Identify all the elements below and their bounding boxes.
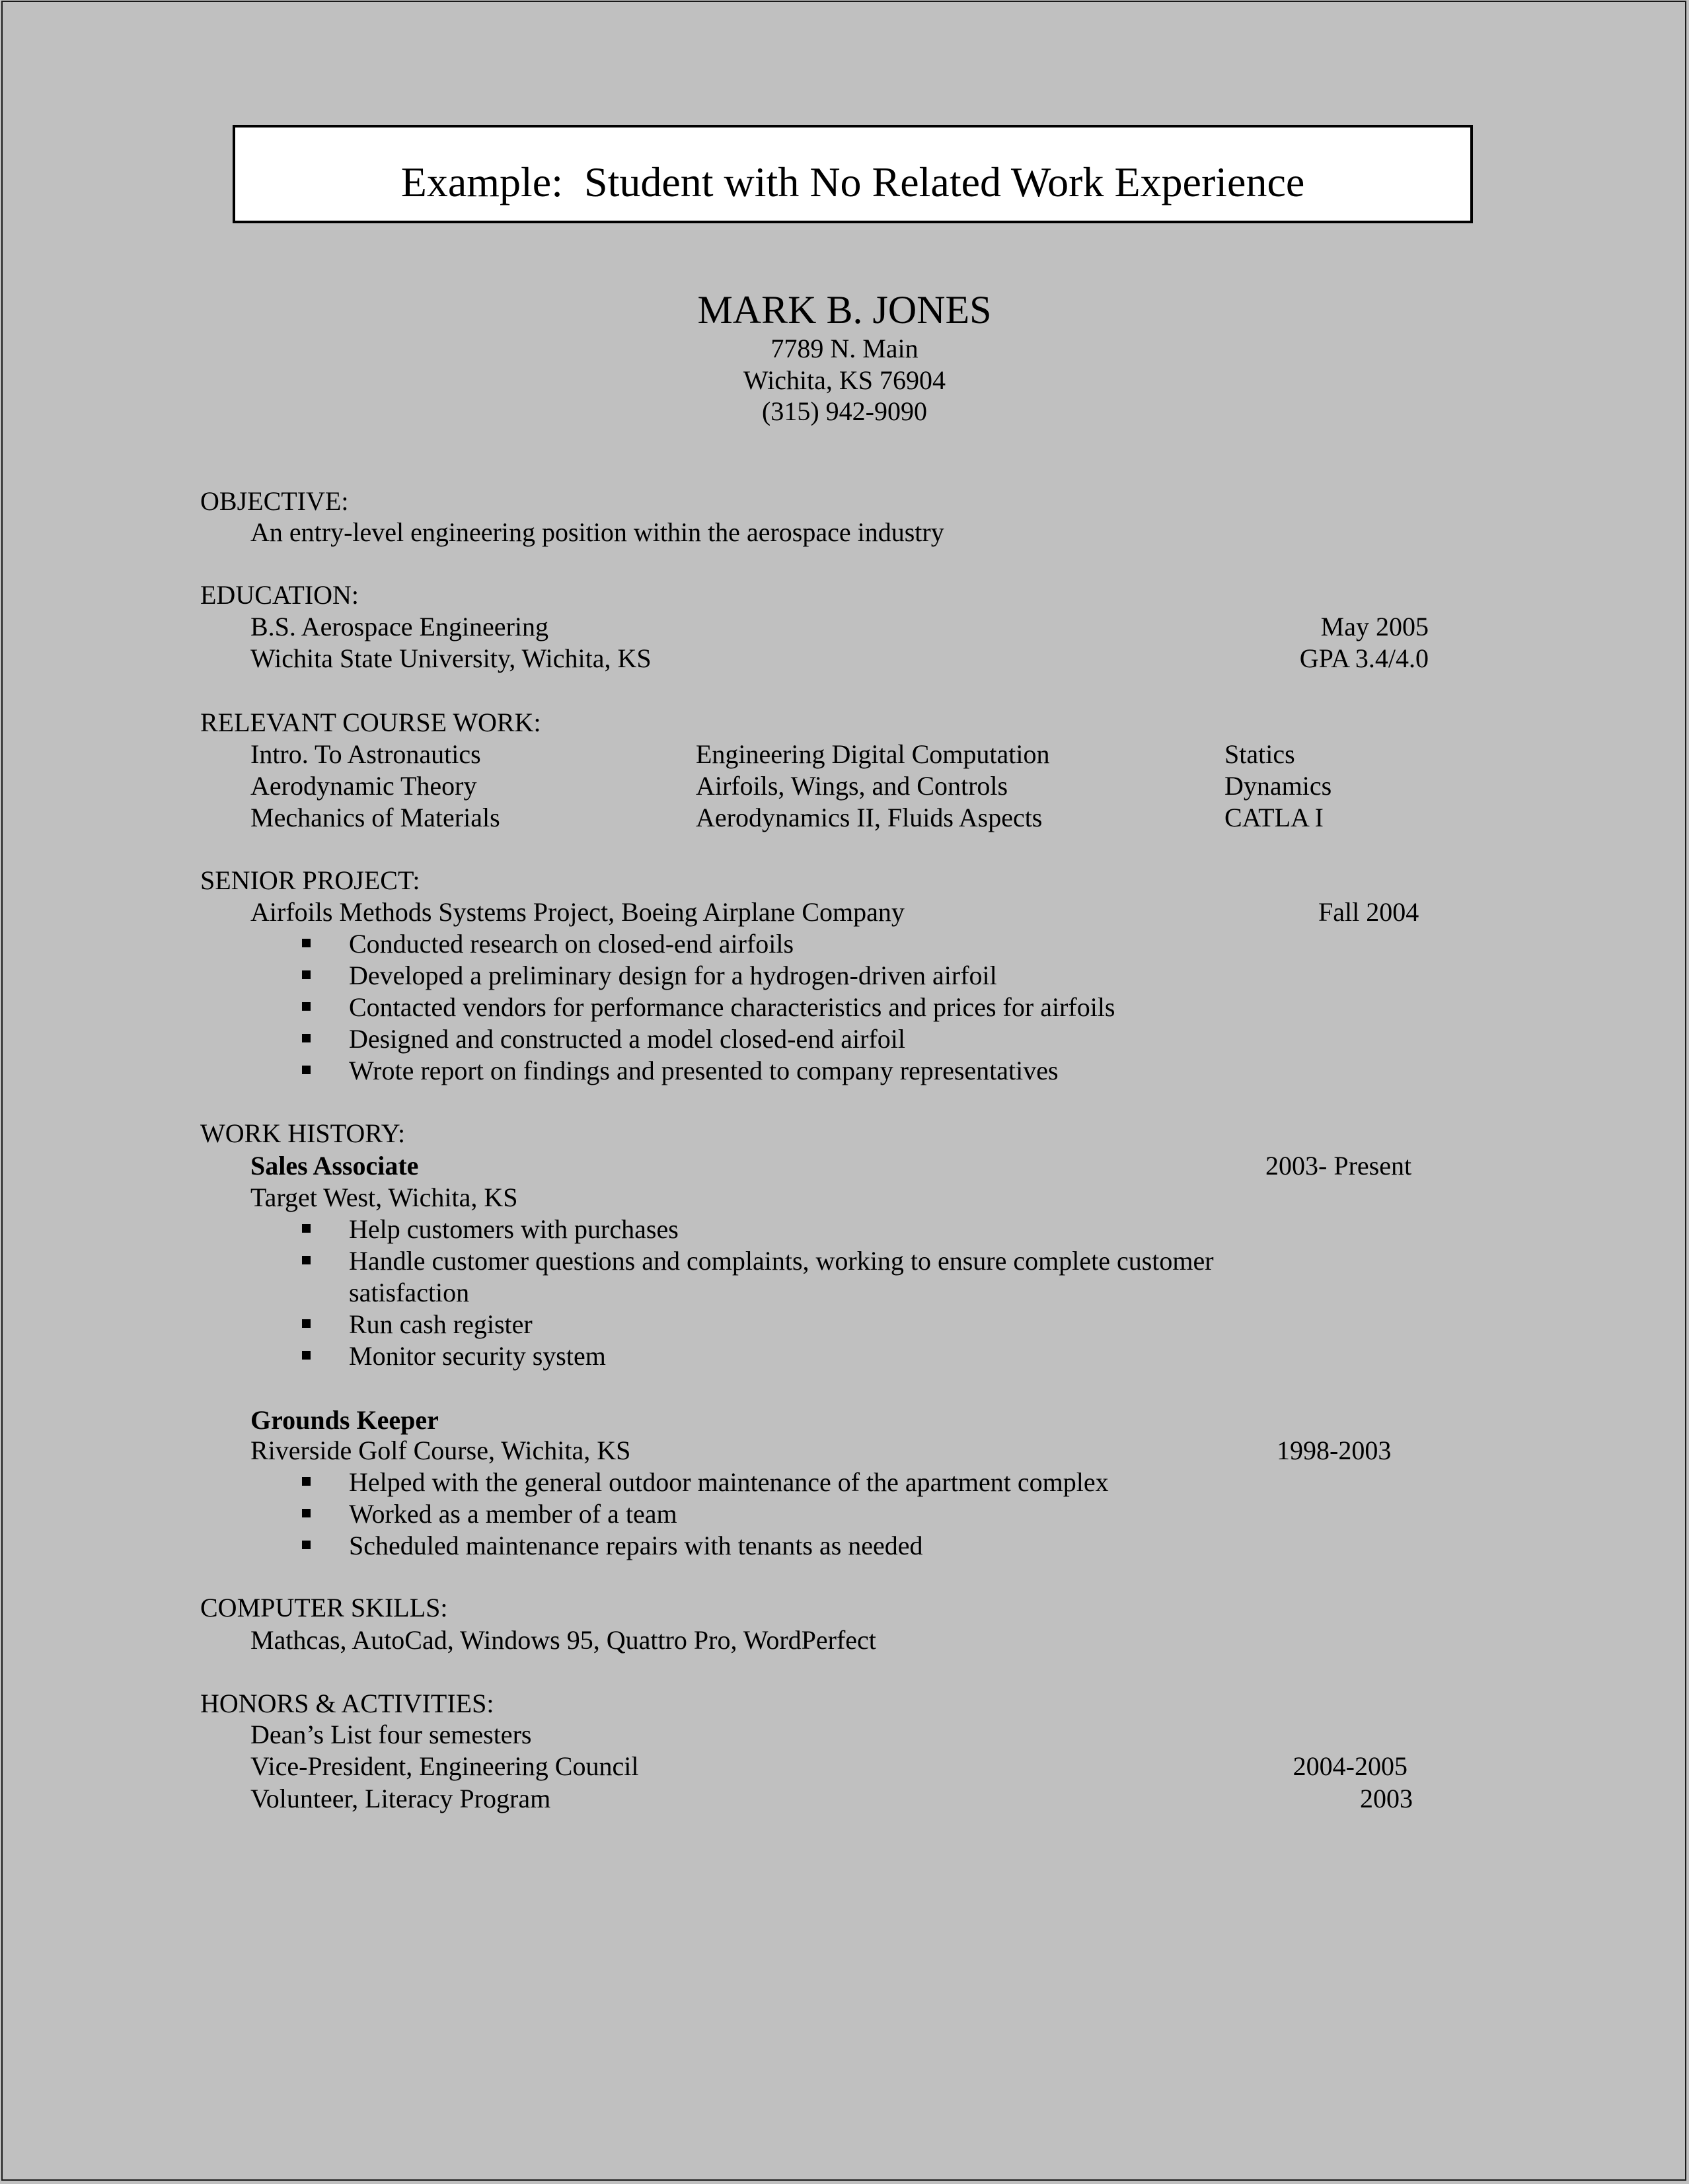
applicant-name: MARK B. JONES	[697, 288, 992, 332]
honors-item: Dean’s List four semesters	[250, 1720, 532, 1749]
course-item: Statics	[1224, 739, 1295, 769]
course-item: Dynamics	[1224, 771, 1332, 801]
work-history-heading: WORK HISTORY:	[200, 1118, 406, 1148]
senior-project-heading: SENIOR PROJECT:	[200, 865, 420, 895]
job-bullet-text: Run cash register	[349, 1309, 533, 1339]
computer-skills-text: Mathcas, AutoCad, Windows 95, Quattro Pro, WordPerfect	[250, 1625, 876, 1655]
square-bullet-icon	[302, 1002, 311, 1011]
project-bullet-text: Contacted vendors for performance characteristics and prices for airfoils	[349, 992, 1115, 1022]
objective-text: An entry-level engineering position within the aerospace industry	[250, 517, 944, 547]
square-bullet-icon	[302, 970, 311, 979]
senior-project-title: Airfoils Methods Systems Project, Boeing Airplane Company	[250, 897, 905, 927]
job-date: 1998-2003	[1277, 1436, 1392, 1465]
education-degree: B.S. Aerospace Engineering	[250, 612, 548, 641]
job-bullet-text: Handle customer questions and complaints, working to ensure complete customer	[349, 1246, 1214, 1276]
example-title: Example: Student with No Related Work Experience	[400, 159, 1305, 205]
square-bullet-icon	[302, 1541, 311, 1549]
project-bullet-text: Wrote report on findings and presented to company representatives	[349, 1056, 1059, 1085]
honors-item: Vice-President, Engineering Council	[250, 1751, 639, 1781]
course-item: CATLA I	[1224, 803, 1324, 832]
square-bullet-icon	[302, 1319, 311, 1328]
job-bullet-text: Scheduled maintenance repairs with tenants as needed	[349, 1531, 923, 1560]
project-bullet-text: Conducted research on closed-end airfoils	[349, 929, 794, 959]
education-school: Wichita State University, Wichita, KS	[250, 643, 652, 673]
course-item: Intro. To Astronautics	[250, 739, 481, 769]
square-bullet-icon	[302, 1477, 311, 1486]
course-item: Aerodynamics II, Fluids Aspects	[696, 803, 1043, 832]
job-bullet-text: Help customers with purchases	[349, 1214, 679, 1244]
honors-item-date: 2004-2005	[1293, 1751, 1408, 1781]
address-line-2: Wichita, KS 76904	[743, 365, 946, 395]
address-line-1: 7789 N. Main	[770, 334, 919, 363]
honors-item-date: 2003	[1360, 1784, 1413, 1813]
course-item: Mechanics of Materials	[250, 803, 500, 832]
project-bullet-text: Designed and constructed a model closed-end airfoil	[349, 1024, 905, 1054]
phone-number: (315) 942-9090	[762, 396, 927, 426]
course-item: Engineering Digital Computation	[696, 739, 1050, 769]
honors-heading: HONORS & ACTIVITIES:	[200, 1689, 494, 1718]
square-bullet-icon	[302, 1509, 311, 1517]
square-bullet-icon	[302, 1256, 311, 1264]
course-item: Aerodynamic Theory	[250, 771, 477, 801]
job-bullet-text: Helped with the general outdoor maintenance of the apartment complex	[349, 1467, 1109, 1497]
course-item: Airfoils, Wings, and Controls	[696, 771, 1008, 801]
job-bullet-text: Worked as a member of a team	[349, 1499, 677, 1529]
education-gpa: GPA 3.4/4.0	[1299, 643, 1429, 673]
education-heading: EDUCATION:	[200, 580, 359, 610]
objective-heading: OBJECTIVE:	[200, 486, 349, 516]
square-bullet-icon	[302, 1066, 311, 1074]
job-bullet-text-continued: satisfaction	[349, 1278, 470, 1307]
honors-item: Volunteer, Literacy Program	[250, 1784, 551, 1813]
job-title: Grounds Keeper	[250, 1405, 439, 1435]
square-bullet-icon	[302, 1351, 311, 1360]
job-employer: Riverside Golf Course, Wichita, KS	[250, 1436, 631, 1465]
job-employer: Target West, Wichita, KS	[250, 1183, 518, 1212]
senior-project-date: Fall 2004	[1318, 897, 1419, 927]
square-bullet-icon	[302, 1224, 311, 1233]
square-bullet-icon	[302, 939, 311, 947]
job-bullet-text: Monitor security system	[349, 1341, 606, 1371]
job-title: Sales Associate	[250, 1151, 419, 1181]
example-title-box	[233, 125, 1473, 223]
coursework-heading: RELEVANT COURSE WORK:	[200, 708, 541, 737]
computer-skills-heading: COMPUTER SKILLS:	[200, 1593, 448, 1622]
project-bullet-text: Developed a preliminary design for a hydrogen-driven airfoil	[349, 961, 997, 990]
job-date: 2003- Present	[1265, 1151, 1412, 1181]
education-date: May 2005	[1320, 612, 1429, 641]
square-bullet-icon	[302, 1034, 311, 1042]
